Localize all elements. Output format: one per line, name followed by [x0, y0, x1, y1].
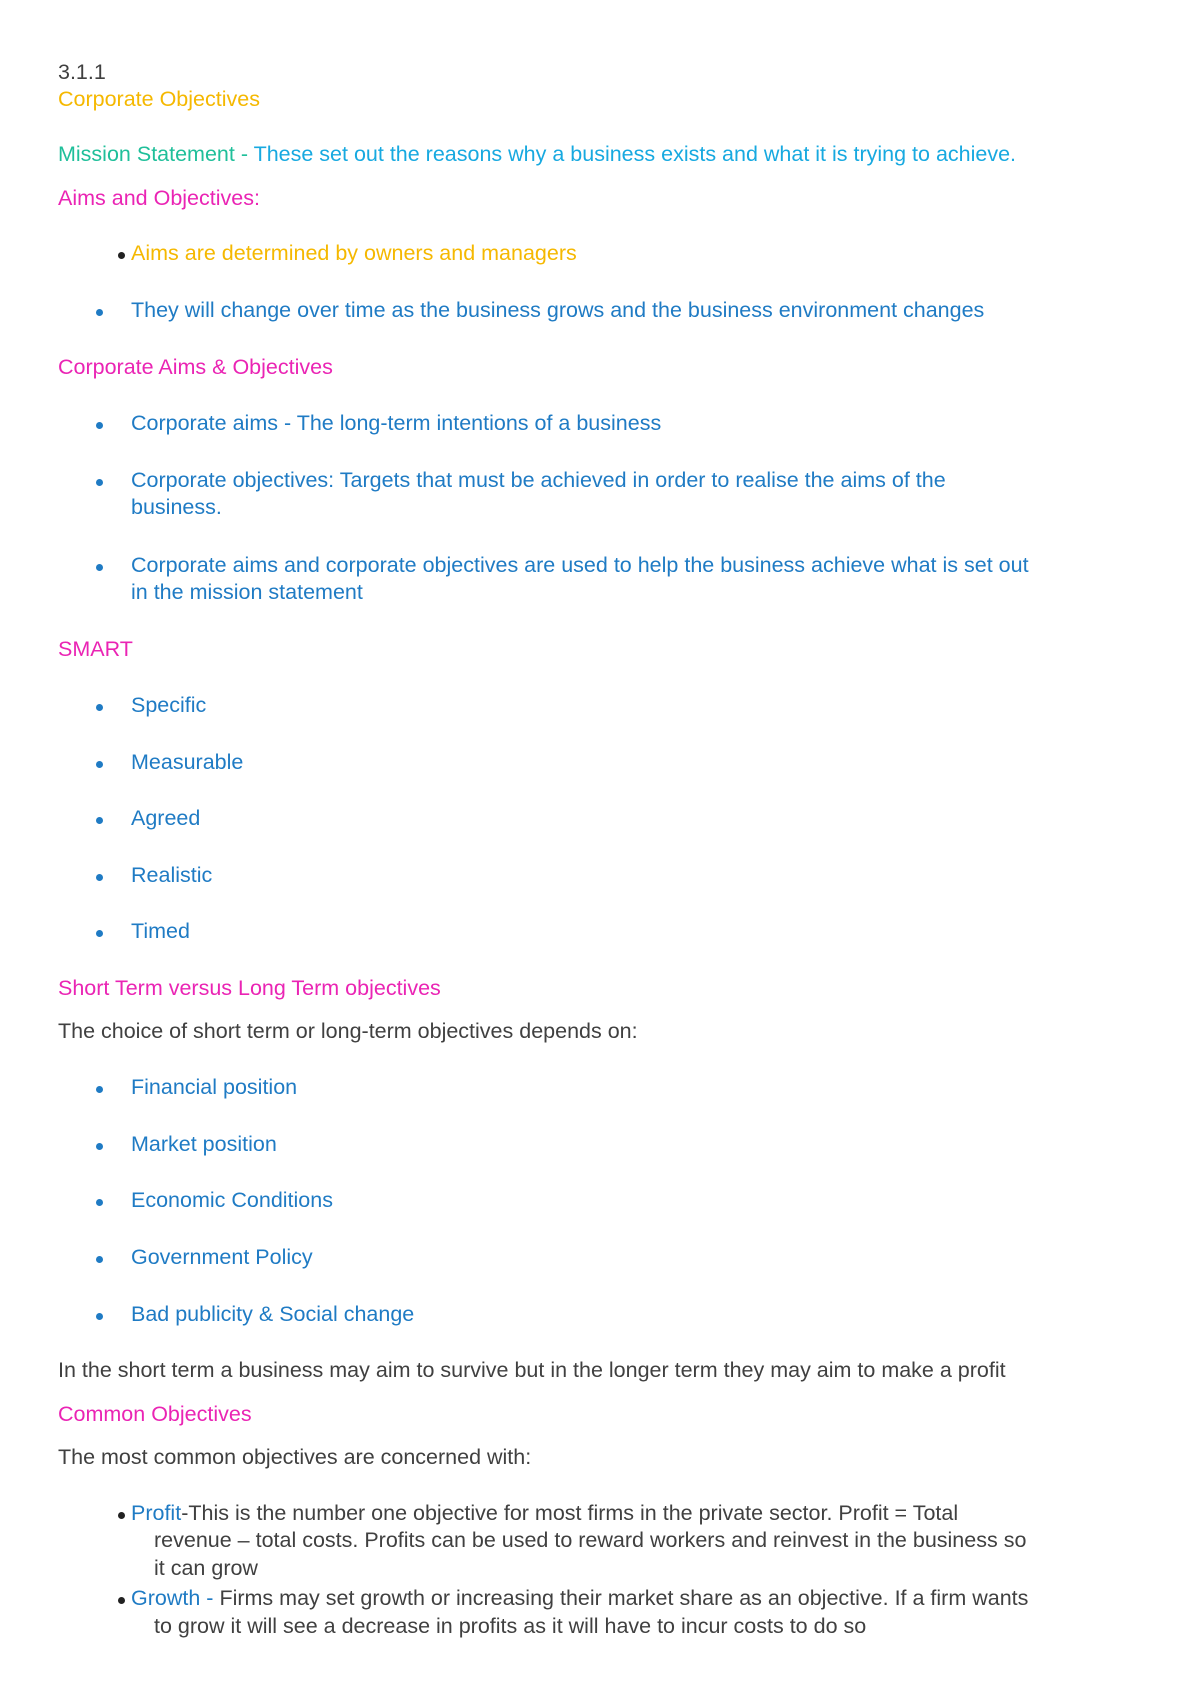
list-item-continued: to grow it will see a decrease in profits as it will have to incur costs to do so: [154, 1614, 867, 1638]
list-item: Aims are determined by owners and managers: [131, 241, 577, 265]
common-heading: Common Objectives: [58, 1402, 252, 1426]
list-item: Financial position: [131, 1075, 298, 1099]
list-item: Market position: [131, 1132, 277, 1156]
corporate-aims-heading: Corporate Aims & Objectives: [58, 355, 333, 379]
short-long-summary: In the short term a business may aim to survive but in the longer term they may aim to make a profit: [58, 1358, 1006, 1382]
bullet-dot-icon: [96, 874, 103, 881]
bullet-dot-icon: [96, 1086, 103, 1093]
list-item-continued: business.: [131, 495, 222, 519]
bullet-dot-icon: [96, 422, 103, 429]
bullet-dot-icon: [96, 817, 103, 824]
bullet-dot-icon: [96, 1143, 103, 1150]
section-number: 3.1.1: [58, 60, 106, 84]
page-title: Corporate Objectives: [58, 87, 260, 111]
bullet-dot-icon: [118, 1597, 125, 1604]
list-item: Realistic: [131, 863, 213, 887]
short-long-heading: Short Term versus Long Term objectives: [58, 976, 441, 1000]
common-intro: The most common objectives are concerned with:: [58, 1445, 532, 1469]
list-item-continued: revenue – total costs. Profits can be used to reward workers and reinvest in the business so: [154, 1528, 1027, 1552]
list-item-continued: it can grow: [154, 1556, 258, 1580]
bullet-dot-icon: [96, 564, 103, 571]
list-item: Government Policy: [131, 1245, 313, 1269]
bullet-dot-icon: [96, 930, 103, 937]
list-item: Economic Conditions: [131, 1188, 333, 1212]
aims-objectives-heading: Aims and Objectives:: [58, 186, 260, 210]
bullet-dot-icon: [96, 1256, 103, 1263]
list-item-profit: [131, 1501, 958, 1526]
list-item: They will change over time as the business grows and the business environment changes: [131, 298, 985, 322]
list-item-continued: in the mission statement: [131, 580, 363, 604]
bullet-dot-icon: [118, 1512, 125, 1519]
mission-text: These set out the reasons why a business exists and what it is trying to achieve.: [253, 142, 1017, 166]
bullet-dot-icon: [118, 252, 125, 259]
list-item: Measurable: [131, 750, 244, 774]
list-item: Corporate aims and corporate objectives are used to help the business achieve what is set out: [131, 553, 1029, 577]
bullet-dot-icon: [96, 1313, 103, 1320]
bullet-dot-icon: [96, 479, 103, 486]
growth-dash: -: [206, 1586, 214, 1610]
smart-heading: SMART: [58, 637, 133, 661]
bullet-dot-icon: [96, 761, 103, 768]
mission-label: Mission Statement -: [58, 142, 248, 166]
list-item: Corporate objectives: Targets that must be achieved in order to realise the aims of the: [131, 468, 946, 492]
growth-text: Firms may set growth or increasing their market share as an objective. If a firm wants: [219, 1586, 1029, 1610]
profit-label: Profit: [131, 1501, 182, 1525]
list-item: Timed: [131, 919, 190, 943]
profit-text: -This is the number one objective for most firms in the private sector. Profit = Total: [181, 1501, 959, 1525]
short-long-intro: The choice of short term or long-term objectives depends on:: [58, 1019, 638, 1043]
bullet-dot-icon: [96, 704, 103, 711]
list-item: Corporate aims - The long-term intentions of a business: [131, 411, 662, 435]
bullet-dot-icon: [96, 1199, 103, 1206]
bullet-dot-icon: [96, 309, 103, 316]
mission-statement: [58, 142, 1016, 167]
growth-label: Growth: [131, 1586, 201, 1610]
list-item-growth: [131, 1586, 1028, 1611]
list-item: Agreed: [131, 806, 201, 830]
list-item: Specific: [131, 693, 207, 717]
list-item: Bad publicity & Social change: [131, 1302, 415, 1326]
